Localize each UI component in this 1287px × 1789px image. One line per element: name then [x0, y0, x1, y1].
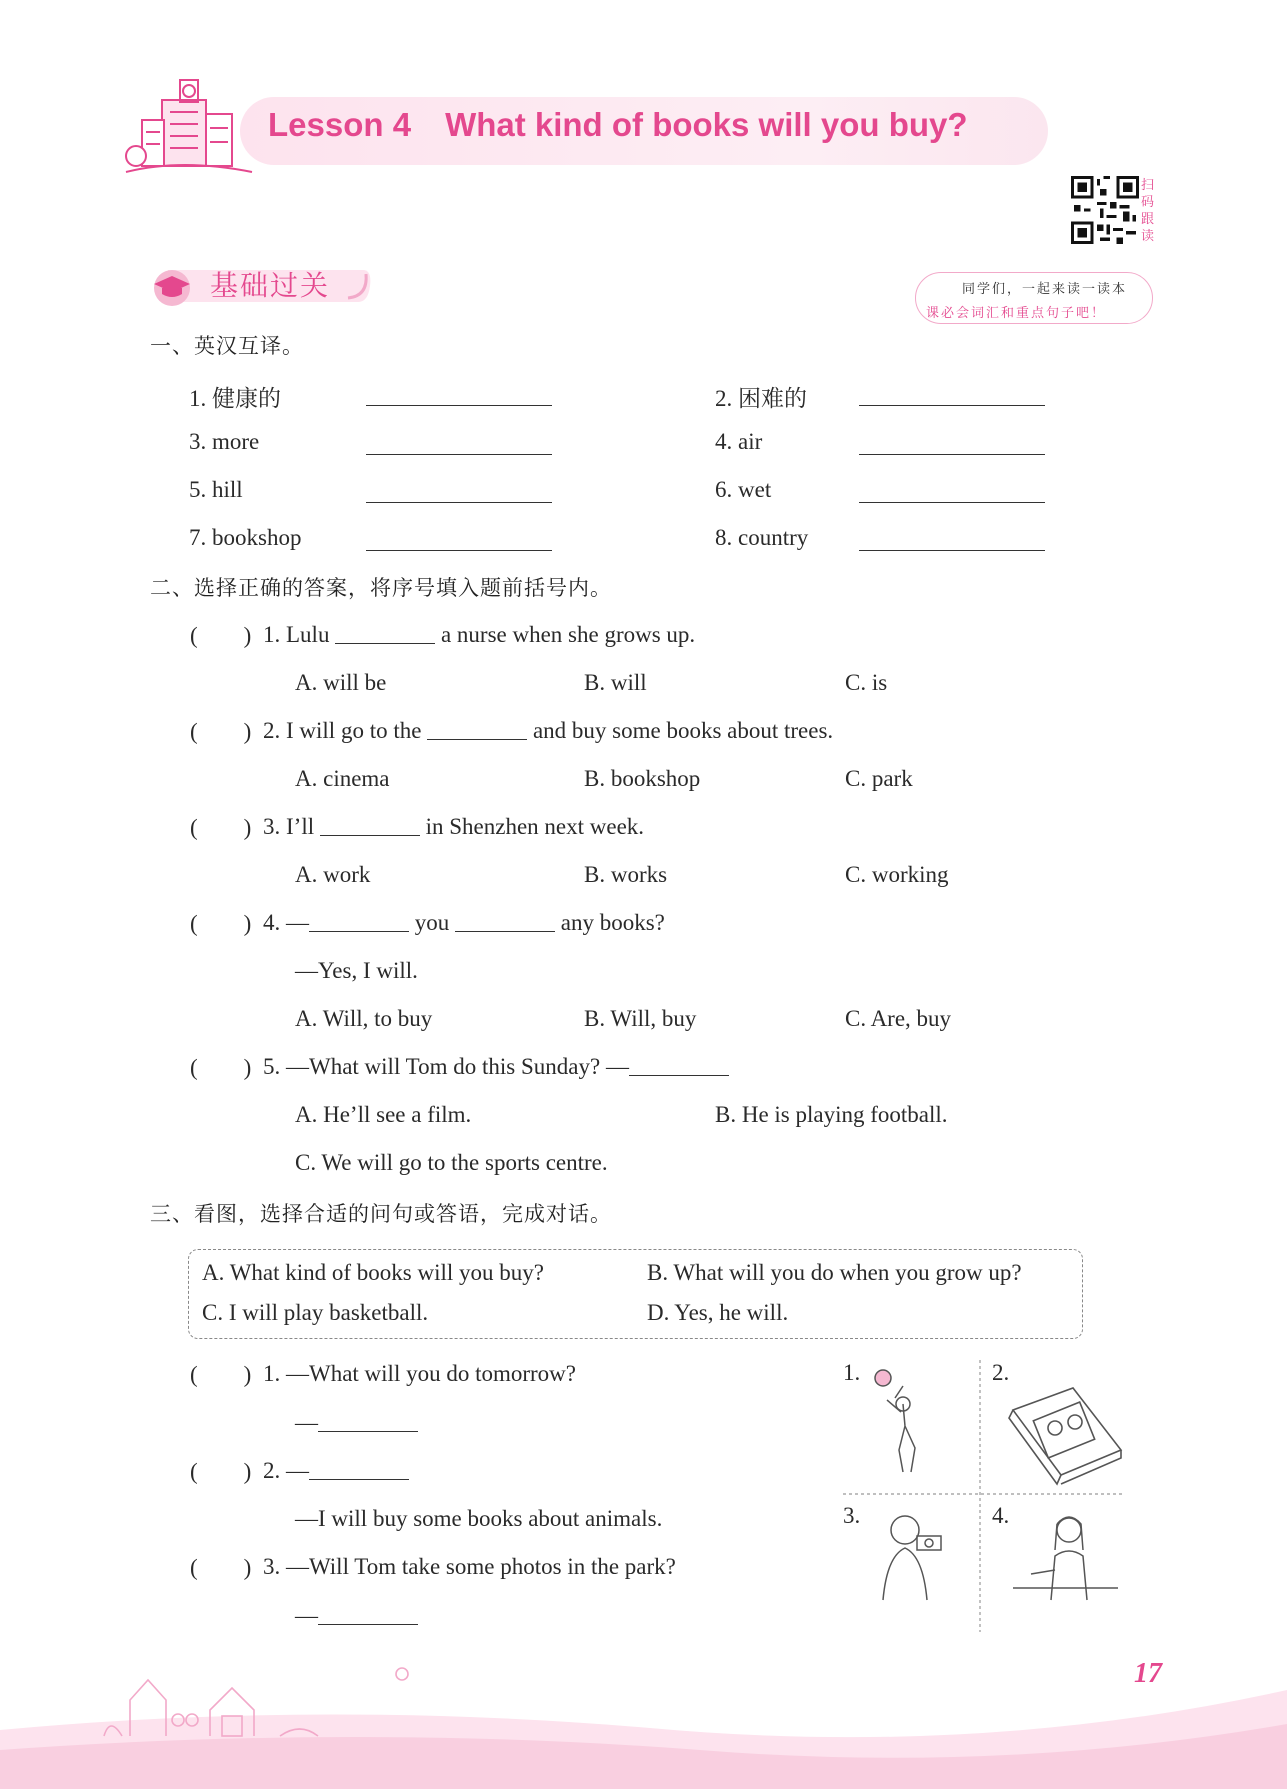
- vocab-item: 2. 困难的: [715, 386, 807, 411]
- answer-bracket[interactable]: ( ): [190, 719, 252, 744]
- pic-label-1: 1.: [843, 1360, 861, 1385]
- option-a[interactable]: A. He’ll see a film.: [295, 1102, 472, 1127]
- qr-code-icon[interactable]: [1071, 176, 1139, 244]
- note-line-2: 课必会词汇和重点句子吧！: [926, 306, 1107, 321]
- pic-label-4: 4.: [992, 1503, 1010, 1528]
- option-c[interactable]: C. working: [845, 862, 949, 887]
- answer-blank[interactable]: [366, 405, 552, 406]
- vocab-item: 5. hill: [189, 477, 243, 502]
- question-3: [263, 814, 644, 840]
- question-text: and buy some books about trees.: [532, 718, 834, 743]
- question-text: any books?: [560, 910, 665, 935]
- option-b[interactable]: B. will: [584, 670, 647, 695]
- dialog-question-2: [263, 1458, 409, 1484]
- answer-bracket[interactable]: ( ): [190, 911, 252, 936]
- teacher-icon: [1013, 1517, 1118, 1600]
- fill-blank[interactable]: [427, 739, 527, 740]
- answer-bracket[interactable]: ( ): [190, 1555, 252, 1580]
- option-a[interactable]: A. will be: [295, 670, 387, 695]
- vocab-item: 6. wet: [715, 477, 772, 502]
- footer-wave-decoration: [0, 1640, 1287, 1789]
- pic-label-3: 3.: [843, 1503, 861, 1528]
- fill-blank[interactable]: [629, 1075, 729, 1076]
- option-c[interactable]: C. is: [845, 670, 888, 695]
- answer-bracket[interactable]: ( ): [190, 1362, 252, 1387]
- question-text: 2. I will go to the: [263, 718, 422, 743]
- part2-heading: 二、选择正确的答案，将序号填入题前括号内。: [150, 576, 612, 600]
- answer-blank[interactable]: [859, 405, 1045, 406]
- choice-c: C. I will play basketball.: [202, 1300, 429, 1325]
- answer-blank[interactable]: [366, 454, 552, 455]
- fill-blank[interactable]: [318, 1624, 418, 1625]
- lesson-title-text: What kind of books will you buy?: [445, 106, 968, 143]
- picture-grid: [843, 1360, 1123, 1632]
- answer-blank[interactable]: [859, 454, 1045, 455]
- choice-b: B. What will you do when you grow up?: [647, 1260, 1022, 1285]
- question-text: a nurse when she grows up.: [440, 622, 696, 647]
- question-text: 2. —: [263, 1458, 309, 1483]
- answer-bracket[interactable]: ( ): [190, 815, 252, 840]
- vocab-item: 4. air: [715, 429, 763, 454]
- answer-bracket[interactable]: ( ): [190, 1459, 252, 1484]
- option-c[interactable]: C. Are, buy: [845, 1006, 952, 1031]
- fill-blank[interactable]: [318, 1431, 418, 1432]
- option-b[interactable]: B. He is playing football.: [715, 1102, 948, 1127]
- section-tag-text: 基础过关: [210, 269, 331, 302]
- graduation-cap-icon: [154, 270, 190, 306]
- vocab-item: 1. 健康的: [189, 386, 281, 411]
- lesson-title: [268, 106, 968, 144]
- option-b[interactable]: B. works: [584, 862, 668, 887]
- question-2: [263, 718, 833, 744]
- answer-blank[interactable]: [859, 550, 1045, 551]
- answer-blank[interactable]: [366, 502, 552, 503]
- reply-dash: —: [295, 1410, 318, 1435]
- dialog-reply-2: —I will buy some books about animals.: [295, 1506, 663, 1531]
- answer-blank[interactable]: [366, 550, 552, 551]
- choice-d: D. Yes, he will.: [647, 1300, 789, 1325]
- question-text: in Shenzhen next week.: [425, 814, 645, 839]
- dialog-reply-1: [295, 1410, 418, 1436]
- option-b[interactable]: B. Will, buy: [584, 1006, 697, 1031]
- option-a[interactable]: A. Will, to buy: [295, 1006, 433, 1031]
- question-text: 5. —What will Tom do this Sunday? —: [263, 1054, 629, 1079]
- part3-heading: 三、看图，选择合适的问句或答语，完成对话。: [150, 1202, 612, 1226]
- fill-blank[interactable]: [335, 643, 435, 644]
- scan-char: 码: [1141, 195, 1155, 210]
- fill-blank[interactable]: [455, 931, 555, 932]
- dialog-question-3: 3. —Will Tom take some photos in the park?: [263, 1554, 676, 1579]
- page-number: 17: [1134, 1658, 1162, 1689]
- part1-heading: 一、英汉互译。: [150, 334, 304, 358]
- question-5: [263, 1054, 729, 1080]
- vocab-item: 7. bookshop: [189, 525, 302, 550]
- basketball-player-icon: [875, 1370, 915, 1472]
- photographer-icon: [883, 1516, 941, 1600]
- answer-bracket[interactable]: ( ): [190, 623, 252, 648]
- lesson-number: Lesson 4: [268, 106, 412, 143]
- scan-char: 扫: [1141, 178, 1155, 193]
- pic-label-2: 2.: [992, 1360, 1010, 1385]
- question-4: [263, 910, 665, 936]
- reply-dash: —: [295, 1603, 318, 1628]
- question-1: [263, 622, 695, 648]
- fill-blank[interactable]: [320, 835, 420, 836]
- vocab-item: 3. more: [189, 429, 260, 454]
- answer-bracket[interactable]: ( ): [190, 1055, 252, 1080]
- note-line-1: 同学们，一起来读一读本: [962, 282, 1128, 297]
- fill-blank[interactable]: [309, 931, 409, 932]
- scan-label: [1141, 177, 1159, 245]
- dialog-question-1: 1. —What will you do tomorrow?: [263, 1361, 577, 1386]
- question-text: 1. Lulu: [263, 622, 330, 647]
- option-b[interactable]: B. bookshop: [584, 766, 701, 791]
- option-c[interactable]: C. We will go to the sports centre.: [295, 1150, 608, 1175]
- book-icon: [1009, 1388, 1121, 1484]
- choice-a: A. What kind of books will you buy?: [202, 1260, 544, 1285]
- option-a[interactable]: A. work: [295, 862, 371, 887]
- vocab-item: 8. country: [715, 525, 809, 550]
- question-text: 4. —: [263, 910, 309, 935]
- dialog-reply-3: [295, 1603, 418, 1629]
- question-4-reply: —Yes, I will.: [295, 958, 418, 983]
- question-text: 3. I’ll: [263, 814, 315, 839]
- scan-char: 跟: [1141, 212, 1155, 227]
- option-a[interactable]: A. cinema: [295, 766, 390, 791]
- scan-char: 读: [1141, 229, 1155, 244]
- answer-blank[interactable]: [859, 502, 1045, 503]
- question-text: you: [414, 910, 450, 935]
- fill-blank[interactable]: [309, 1479, 409, 1480]
- option-c[interactable]: C. park: [845, 766, 913, 791]
